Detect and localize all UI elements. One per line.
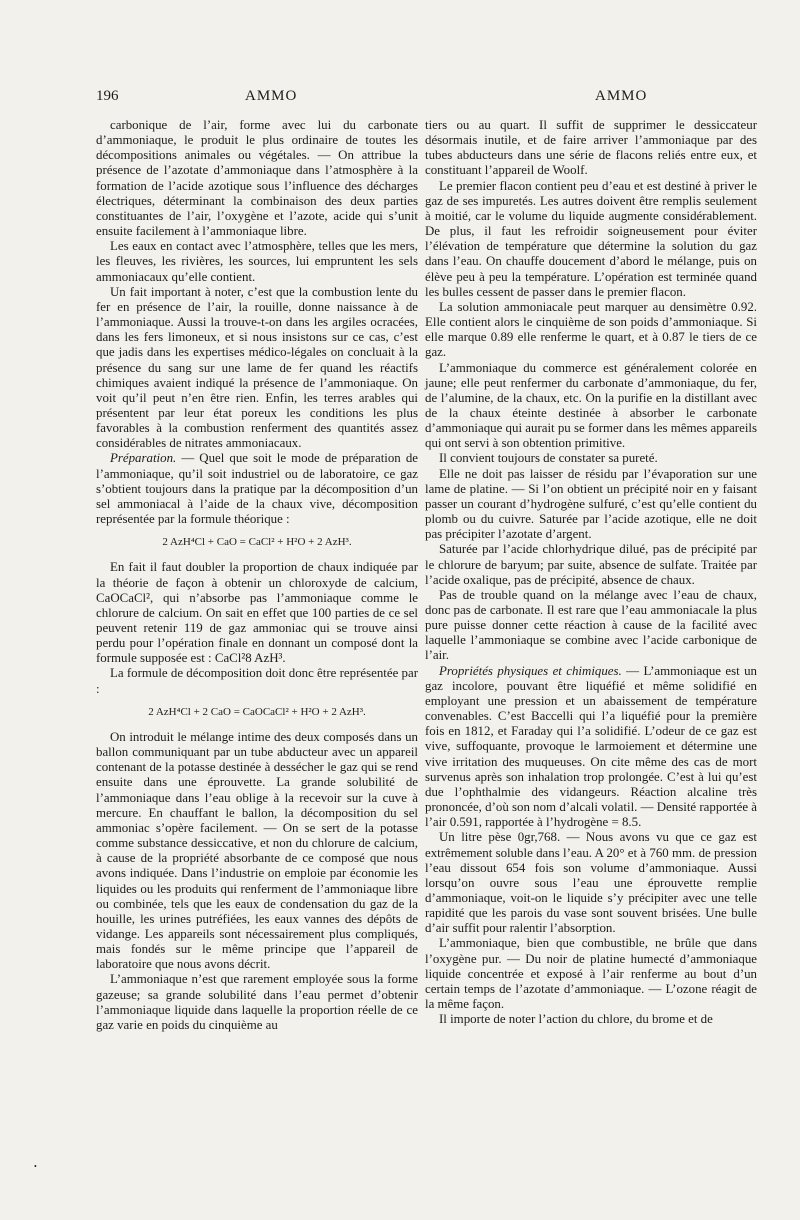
paragraph-text: Le premier flacon contient peu d’eau et est destiné à priver le gaz de ses impuretés. Les autres doivent être remplis seulement à moitié, car le volume du liquide augmente considérablement. De plus, il faut les refroidir soigneusement pour éviter l’élévation de température que détermine la solution du gaz dans l’eau. On chauffe doucement d’abord le mélange, puis on élève peu à peu la température. L’opération est terminée quand les bulles cessent de passer dans le premier flacon. bbox=[425, 178, 757, 299]
paragraph bbox=[425, 830, 757, 936]
paragraph bbox=[96, 118, 418, 239]
paragraph-text: Il importe de noter l’action du chlore, du brome et de bbox=[439, 1012, 713, 1027]
paragraph-text: tiers ou au quart. Il suffit de supprimer le dessiccateur désormais inutile, et de faire arriver l’ammoniaque par des tubes abducteurs dans une série de flacons reliés entre eux, et constituant l’appareil de Woolf. bbox=[425, 118, 757, 178]
paragraph bbox=[425, 588, 757, 664]
paragraph bbox=[96, 730, 418, 973]
paragraph bbox=[425, 179, 757, 300]
paragraph bbox=[425, 118, 757, 179]
paragraph-text: L’ammoniaque n’est que rarement employée sous la forme gazeuse; sa grande solubilité dans l’eau permet d’obtenir l’ammoniaque liquide dans laquelle la proportion réelle de ce gaz varie en poids du cinquième au bbox=[96, 972, 418, 1032]
header-left-title: AMMO bbox=[245, 88, 298, 104]
paragraph bbox=[96, 239, 418, 284]
paragraph bbox=[425, 1012, 757, 1027]
paragraph-text: carbonique de l’air, forme avec lui du carbonate d’ammoniaque, le produit le plus ordinaire de toutes les décompositions animales ou végétales. — On attribue la présence de l’azotate d’ammoniaque dans l’atmosphère à la formation de l’acide azotique sous l’influence des décharges électriques, déterminant la combinaison des deux parties constituantes de l’air, l’oxygène et l’azote, acide qui s’unit ensuite facilement à l’ammoniaque libre. bbox=[96, 118, 418, 239]
paragraph bbox=[96, 972, 418, 1033]
paragraph-text: Un fait important à noter, c’est que la combustion lente du fer en présence de l’air, la rouille, donne naissance à de l’ammoniaque. Aussi la trouve-t-on dans les argiles ocracées, dans les fers limoneux, et si nous insistons sur ce cas, c’est que jadis dans les expertises médico-légales on concluait à la présence du sang sur une lame de fer quand les réactifs chimiques avaient indiqué la présence de l’ammoniaque. On voit qu’il peut n’en être rien. Enfin, les terres arables qui présentent par leur état poreux les conditions les plus favorables à la combustion renferment des quantités assez considérables de nitrates ammoniacaux. bbox=[96, 284, 418, 451]
paragraph-text: Il convient toujours de constater sa pureté. bbox=[439, 451, 658, 466]
running-header bbox=[0, 88, 800, 110]
formula: 2 AzH⁴Cl + 2 CaO = CaOCaCl² + H²O + 2 AzH³. bbox=[148, 705, 366, 718]
paragraph-text: — L’ammoniaque est un gaz incolore, pouvant être liquéfié et même solidifié en employant une pression et un abaissement de température convenables. C’est Baccelli qui l’a liquéfié pour la première fois en 1812, et Faraday qui l’a solidifié. L’odeur de ce gaz est vive, suffoquante, provoque le larmoiement et détermine une vive irritation des muqueuses. On cite même des cas de mort survenus après son inhalation trop prolongée. C’est à lui qu’est due l’ophthalmie des vidangeurs. Réaction alcaline très prononcée, d’où son nom d’alcali volatil. — Densité rapportée à l’air 0.591, rapportée à l’hydrogène = 8.5. bbox=[425, 663, 757, 830]
paragraph bbox=[425, 664, 757, 831]
left-column bbox=[96, 118, 418, 1033]
paragraph-text: Un litre pèse 0gr,768. — Nous avons vu que ce gaz est extrêmement soluble dans l’eau. A 20° et à 760 mm. de pression l’eau dissout 654 fois son volume d’ammoniaque. Aussi lorsqu’on ouvre sous l’eau une éprouvette remplie d’ammoniaque, voit-on le liquide s’y précipiter avec une telle rapidité que les parois du vase sont souvent brisées. Une bulle d’air suffit pour ralentir l’absorption. bbox=[425, 830, 757, 936]
paragraph-text: — Quel que soit le mode de préparation de l’ammoniaque, qu’il soit industriel ou de laboratoire, ce gaz s’obtient toujours dans la pratique par la décomposition d’un sel ammoniacal à l’aide de la chaux vive, décomposition représentée par la formule théorique : bbox=[96, 451, 418, 527]
paragraph bbox=[96, 666, 418, 696]
formula: 2 AzH⁴Cl + CaO = CaCl² + H²O + 2 AzH³. bbox=[162, 536, 352, 549]
paragraph bbox=[425, 936, 757, 1012]
paragraph-text: Les eaux en contact avec l’atmosphère, telles que les mers, les fleuves, les rivières, les sources, lui empruntent les sels ammoniacaux qu’elle contient. bbox=[96, 239, 418, 284]
section-heading: Préparation. bbox=[110, 451, 177, 466]
paragraph-text: La formule de décomposition doit donc être représentée par : bbox=[96, 666, 418, 696]
paragraph bbox=[96, 285, 418, 452]
paragraph bbox=[96, 560, 418, 666]
paragraph-text: Pas de trouble quand on la mélange avec l’eau de chaux, donc pas de carbonate. Il est rare que l’eau ammoniacale la plus pure puisse donner cette réaction à cause de la facilité avec laquelle l’ammoniaque se combine avec l’acide carbonique de l’air. bbox=[425, 587, 757, 663]
section-heading: Propriétés physiques et chimiques. bbox=[439, 663, 622, 678]
paragraph bbox=[96, 451, 418, 527]
paragraph-text: La solution ammoniacale peut marquer au densimètre 0.92. Elle contient alors le cinquième de son poids d’ammoniaque. Si elle marque 0.89 elle renferme le quart, et à 0.87 le tiers de ce gaz. bbox=[425, 299, 757, 360]
paragraph-text: L’ammoniaque, bien que combustible, ne brûle que dans l’oxygène pur. — Du noir de platine humecté d’ammoniaque liquide concentrée et exposé à l’air renferme au bout d’un certain temps de l’azotate d’ammoniaque. — L’ozone réagit de la même façon. bbox=[425, 936, 757, 1012]
paragraph bbox=[425, 361, 757, 452]
paragraph-text: On introduit le mélange intime des deux composés dans un ballon communiquant par un tube abducteur avec un appareil contenant de la potasse destinée à dessécher le gaz qui se rend ensuite dans une éprouvette. La grande solubilité de l’ammoniaque dans l’eau oblige à la recevoir sur la cuve à mercure. En chauffant le ballon, la décomposition du sel ammoniac s’opère facilement. — On se sert de la potasse comme substance dessiccative, et non du chlorure de calcium, à cause de la propriété absorbante de ce composé que nous avons indiquée. Dans l’industrie on emploie par économie les liquides ou les produits qui renferment de l’ammoniaque libre ou combinée, tels que les eaux de condensation du gaz de la houille, les urines putréfiées, les eaux vannes des dépôts de vidange. Les appareils sont nécessairement plus compliqués, mais fondés sur le même principe que l’appareil de laboratoire que nous avons décrit. bbox=[96, 729, 418, 972]
right-column bbox=[425, 118, 757, 1027]
paragraph bbox=[425, 467, 757, 543]
paragraph-text: En fait il faut doubler la proportion de chaux indiquée par la théorie de façon à obtenir un chloroxyde de calcium, CaOCaCl², qui n’absorbe pas l’ammoniaque comme le chlorure de calcium. On sait en effet que 100 parties de ce sel peuvent retenir 119 de gaz ammoniac qui se trouve ainsi perdu pour l’opération finale en donnant un composé dont la formule supposée est : CaCl²8 AzH³. bbox=[96, 560, 418, 666]
stray-mark: • bbox=[34, 1162, 37, 1171]
paragraph bbox=[425, 542, 757, 587]
header-right-title: AMMO bbox=[595, 88, 648, 104]
paragraph-text: L’ammoniaque du commerce est généralement colorée en jaune; elle peut renfermer du carbonate d’ammoniaque, du fer, de l’alumine, de la chaux, etc. On la purifie en la distillant avec de la chaux éteinte destinée à absorber le carbonate d’ammoniaque qui aurait pu se former dans les mêmes appareils qui ont servi à son obtention primitive. bbox=[425, 360, 757, 451]
paragraph-text: Elle ne doit pas laisser de résidu par l’évaporation sur une lame de platine. — Si l’on obtient un précipité noir en y faisant passer un courant d’hydrogène sulfuré, c’est qu’elle contient du plomb ou du cuivre. Saturée par l’acide azotique, elle ne doit pas précipiter l’azotate d’argent. bbox=[425, 466, 757, 542]
paragraph bbox=[425, 451, 757, 466]
paragraph bbox=[425, 300, 757, 361]
paragraph-text: Saturée par l’acide chlorhydrique dilué, pas de précipité par le chlorure de baryum; par suite, absence de sulfate. Traitée par l’acide oxalique, pas de précipité, absence de chaux. bbox=[425, 542, 757, 587]
page-number: 196 bbox=[96, 88, 119, 104]
